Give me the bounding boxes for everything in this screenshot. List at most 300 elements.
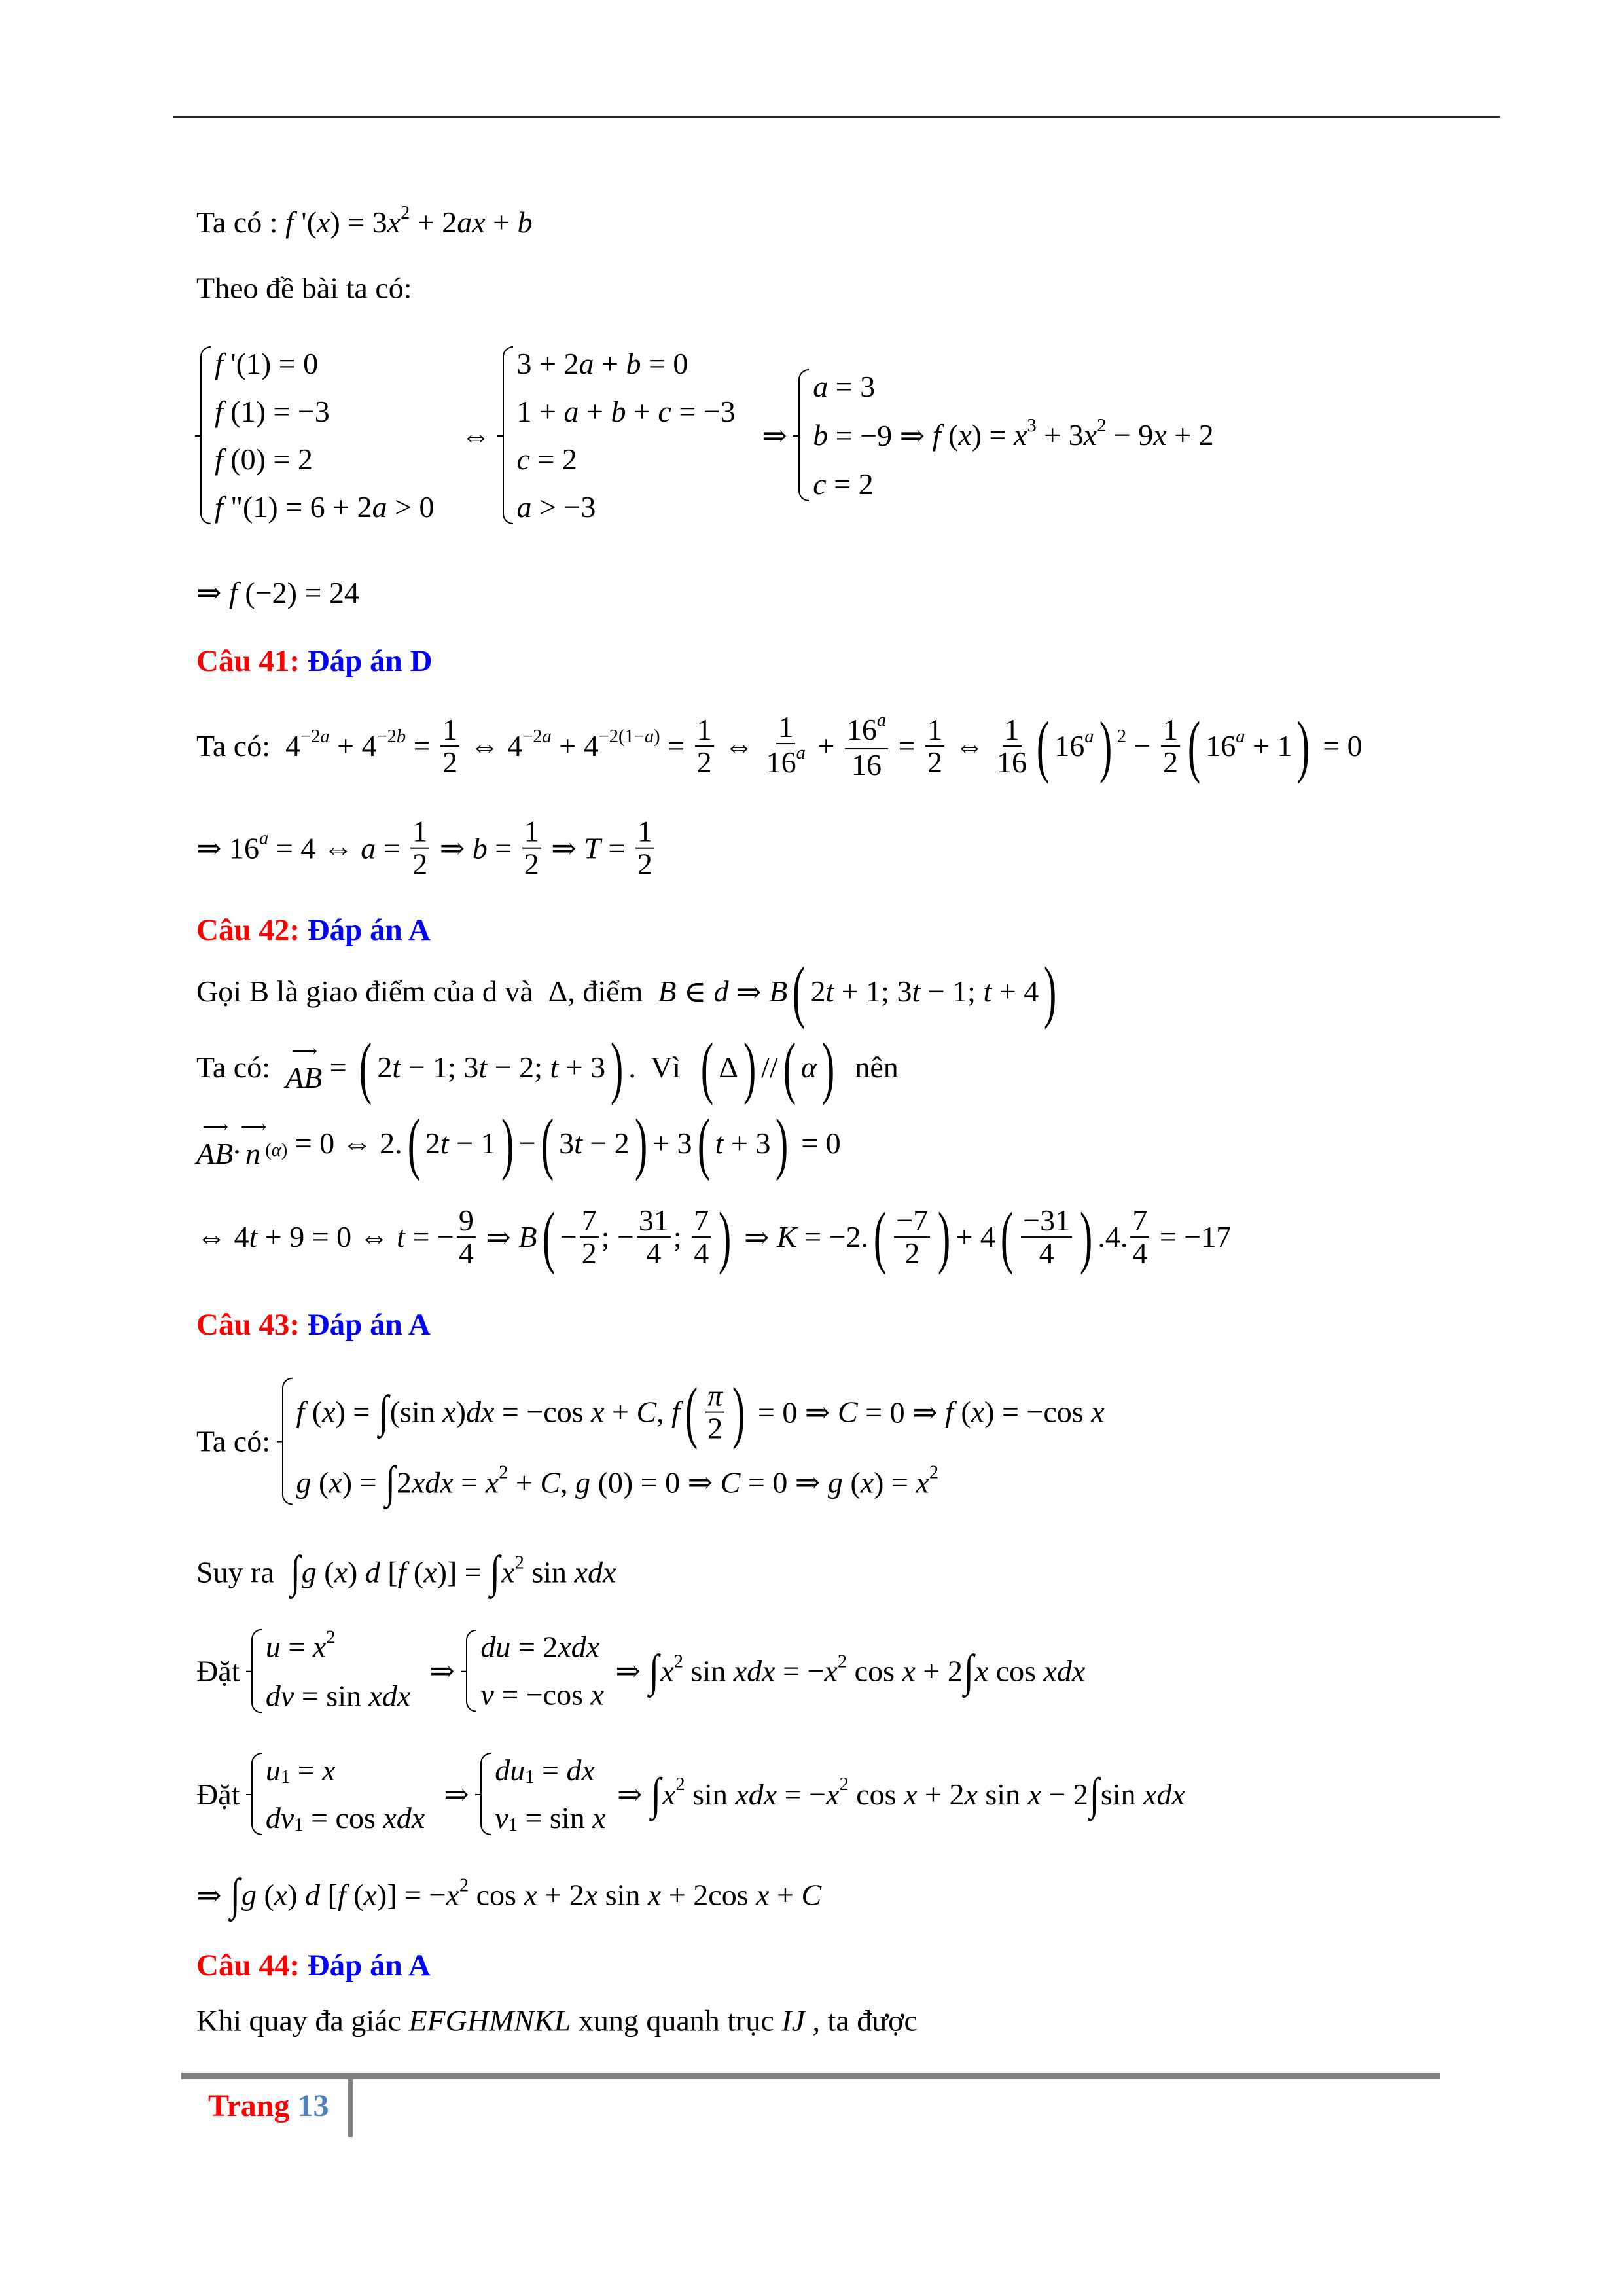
denominator (925, 747, 944, 778)
right-paren: ) (1080, 1198, 1093, 1276)
numerator (692, 1205, 711, 1238)
q44-line-1 (196, 2003, 918, 2038)
vector (285, 1042, 322, 1093)
math-text: ⇒ (432, 832, 473, 865)
math-text: , (560, 1465, 576, 1499)
math-text: 2 (412, 848, 428, 881)
vector-arrow-icon: ⟶ (291, 1041, 316, 1062)
right-paren: ) (1044, 953, 1057, 1030)
math-text: 1 (294, 1814, 304, 1835)
math-text: 2 (839, 1774, 849, 1795)
math-variable: f (397, 1555, 406, 1589)
math-variable: α (271, 1140, 281, 1161)
math-variable: g (827, 1465, 843, 1499)
math-text: ) = (971, 418, 1014, 452)
right-paren: ) (938, 1198, 951, 1276)
math-text: 1 (412, 814, 428, 848)
question-number: Câu 41: (196, 644, 300, 678)
math-text: 1 (525, 1767, 535, 1787)
math-text: ) (281, 1140, 288, 1161)
math-text: )] = − (376, 1878, 446, 1912)
math-variable: x (916, 1465, 929, 1499)
system-row (517, 442, 736, 476)
math-variable: u (265, 1753, 281, 1787)
math-variable: f (285, 206, 294, 240)
math-variable: f (215, 395, 223, 428)
math-variable: x (660, 1654, 674, 1688)
math-variable: x (1083, 418, 1097, 452)
math-variable: t (478, 1050, 488, 1085)
math-text: > 0 (387, 490, 435, 524)
math-variable: xdx (1043, 1654, 1086, 1688)
math-text: ⇒ (196, 576, 230, 609)
math-variable: B (658, 975, 677, 1009)
math-text: ) (654, 726, 660, 747)
math-variable: x (591, 1395, 605, 1429)
math-text: cos (469, 1878, 524, 1912)
math-variable: C (720, 1465, 741, 1499)
math-text: ⇒ (609, 1778, 651, 1811)
math-text: = (322, 1050, 355, 1085)
math-text: − 1; 3 (401, 1050, 479, 1085)
math-text: ( (256, 1878, 274, 1912)
right-paren: ) (776, 1105, 789, 1182)
math-text: 2 (927, 745, 943, 779)
fraction (440, 714, 459, 779)
math-text: 16 (1054, 729, 1085, 763)
q43-substitution-1 (196, 1629, 1085, 1713)
math-text: 2 (1116, 726, 1127, 747)
right-paren: ) (501, 1105, 514, 1182)
math-text: Ta có: (196, 1050, 286, 1085)
math-variable: B (769, 975, 788, 1009)
superscript (796, 744, 806, 781)
math-text: = (487, 831, 520, 865)
math-text: + 4 (991, 975, 1039, 1009)
integral-sign-icon: ∫ (963, 1645, 974, 1696)
equation-system (798, 369, 1213, 501)
superscript (1027, 417, 1036, 454)
numerator (705, 1380, 724, 1412)
superscript (929, 1464, 938, 1501)
parenthesized-group (537, 1198, 737, 1276)
math-text: + 3 (723, 1126, 771, 1160)
math-text: xung quanh trục (571, 2003, 782, 2037)
math-text: − 2; (487, 1050, 550, 1085)
math-variable: x (1153, 418, 1167, 452)
math-text: sin (524, 1555, 575, 1589)
math-text: − (1126, 729, 1158, 763)
math-text: Gọi B là giao điểm của d và Δ, điểm (196, 975, 658, 1009)
math-text: −2 (300, 726, 321, 747)
math-variable: du (480, 1630, 511, 1664)
math-text: ⇒ (414, 1654, 463, 1688)
parenthesized-group (1031, 708, 1117, 785)
right-paren: ) (822, 1029, 835, 1106)
math-variable: xdx (735, 1777, 777, 1811)
left-paren: ( (542, 1198, 555, 1276)
math-text: ⇒ (543, 832, 584, 865)
fraction (692, 1205, 711, 1270)
intro-line (196, 271, 412, 306)
math-variable: u (265, 1630, 281, 1664)
left-paren: ( (697, 1105, 710, 1182)
numerator (776, 711, 795, 744)
parenthesized-group (354, 1029, 628, 1106)
equation-system (251, 1629, 410, 1713)
math-text: = 0 ⇒ (750, 1395, 838, 1429)
math-variable: c (516, 442, 530, 476)
numerator (1021, 1205, 1072, 1238)
fraction (1161, 714, 1180, 779)
equation-system (480, 1753, 605, 1835)
math-text: + 1; 3 (834, 975, 912, 1009)
left-paren: ( (873, 1198, 887, 1276)
page-number-value: 13 (297, 2089, 329, 2123)
derivative-line (196, 204, 533, 241)
math-variable: v (495, 1801, 508, 1835)
question-number: Câu 44: (196, 1948, 300, 1982)
math-variable: dx (566, 1753, 595, 1787)
math-variable: f (671, 1395, 680, 1429)
left-paren: ( (359, 1029, 372, 1106)
math-text: 1 (280, 1767, 291, 1787)
parenthesized-group (868, 1198, 955, 1276)
math-variable: xdx (733, 1654, 776, 1688)
numerator (1161, 714, 1180, 747)
q43-substitution-2 (196, 1753, 1185, 1835)
system-row (480, 1630, 604, 1664)
denominator (457, 1238, 476, 1269)
math-text: = sin (517, 1801, 593, 1835)
math-variable: d (365, 1555, 380, 1589)
math-variable: x (316, 206, 330, 240)
math-text: 16 (851, 747, 882, 781)
math-text: 2 (396, 1465, 412, 1499)
math-text: ( (265, 1140, 272, 1161)
math-variable: a (1084, 726, 1094, 747)
math-text: = 3 (828, 370, 876, 404)
math-text: )] = (437, 1555, 490, 1589)
fraction (1021, 1205, 1072, 1270)
math-text: sin (1100, 1777, 1144, 1811)
page-label: Trang (208, 2089, 298, 2123)
math-text: 2 (326, 1627, 336, 1648)
superscript (838, 1653, 847, 1689)
result-line (196, 575, 359, 610)
math-text: sin (977, 1777, 1028, 1811)
math-text: = −2. (796, 1220, 869, 1254)
math-text: Suy ra (196, 1555, 289, 1589)
fraction (705, 1380, 724, 1444)
math-text: − 1 (448, 1126, 496, 1160)
superscript (675, 1776, 685, 1812)
math-text: cos (988, 1654, 1044, 1688)
math-variable: α (800, 1050, 817, 1085)
left-brace (200, 346, 211, 524)
math-text: ) (347, 1555, 365, 1589)
math-text: 2 (904, 1236, 920, 1270)
left-paren: ( (685, 1373, 698, 1450)
numerator (925, 714, 944, 747)
math-variable: a (579, 347, 594, 380)
superscript (522, 728, 552, 764)
math-text: Khi quay đa giác (196, 2003, 409, 2037)
system-rows (480, 1630, 604, 1712)
math-variable: f (215, 490, 223, 524)
math-variable: c (658, 395, 671, 428)
math-text: . Vì (628, 1050, 696, 1085)
math-text: − 2 (1041, 1777, 1088, 1811)
math-variable: C (636, 1395, 657, 1429)
math-variable: x (662, 1777, 676, 1811)
math-text: [ (320, 1878, 338, 1912)
math-variable: x (363, 1878, 377, 1912)
math-text: ⇔ 4 (196, 1220, 249, 1254)
math-text: 16 (766, 745, 796, 779)
subscript (525, 1753, 534, 1787)
math-text: = 0 ⇒ (857, 1395, 946, 1429)
integral-sign-icon: ∫ (290, 1547, 300, 1597)
math-variable: b (611, 395, 626, 428)
right-paren: ) (611, 1029, 624, 1106)
math-text: = −3 (671, 395, 736, 428)
math-text: (1) = −3 (223, 395, 330, 428)
math-text: = (290, 1753, 323, 1787)
math-variable: K (776, 1220, 797, 1254)
math-text: 1 (524, 814, 539, 848)
math-text: 16 (997, 745, 1027, 779)
numerator (580, 1205, 599, 1238)
math-text: = (534, 1753, 567, 1787)
math-text: + 1 (1245, 729, 1293, 763)
parenthesized-group (680, 1373, 751, 1450)
footer-bar (181, 2073, 1440, 2079)
math-text: 3 (559, 1126, 575, 1160)
math-variable: dv (265, 1801, 294, 1835)
math-variable: b (472, 831, 488, 865)
denominator (995, 747, 1029, 778)
math-variable: x (501, 1555, 515, 1589)
math-variable: f (215, 347, 223, 380)
math-text: ( (346, 1878, 364, 1912)
superscript (877, 711, 886, 748)
right-paren: ) (743, 1029, 757, 1106)
left-paren: ( (407, 1105, 420, 1182)
math-variable: x (1091, 1395, 1105, 1429)
right-paren: ) (634, 1105, 648, 1182)
equation-system (466, 1630, 604, 1712)
numerator (410, 816, 429, 849)
subscript (508, 1801, 518, 1835)
math-variable: xdx (411, 1465, 454, 1499)
vector-arrow-icon: ⟶ (240, 1117, 266, 1138)
math-variable: x (322, 1753, 336, 1787)
math-text: = (376, 831, 408, 865)
fraction (457, 1205, 476, 1270)
math-variable: t (715, 1126, 724, 1160)
superscript (674, 1653, 683, 1689)
vector-name: AB (285, 1060, 323, 1094)
paren-content (559, 1126, 630, 1160)
math-variable: d (305, 1878, 321, 1912)
math-variable: f (932, 418, 941, 452)
q43-system (196, 1373, 1109, 1507)
denominator (695, 747, 714, 778)
subscript (281, 1753, 290, 1787)
math-text: + (769, 1878, 802, 1912)
system-row (495, 1753, 605, 1787)
left-brace (480, 1753, 491, 1835)
math-variable: t (912, 975, 921, 1009)
math-variable: x (322, 1395, 336, 1429)
system-row (813, 417, 1213, 454)
answer-label: Đáp án A (299, 1308, 431, 1342)
math-text: = (660, 729, 692, 763)
math-text: 2 (514, 1552, 524, 1573)
math-text: Ta có : (196, 206, 286, 240)
vector (196, 1118, 233, 1169)
math-text: = − (777, 1777, 827, 1811)
math-text: = (600, 831, 633, 865)
system-rows (296, 1373, 1105, 1507)
math-text: ⇒ (478, 1220, 519, 1254)
system-row (517, 490, 736, 524)
math-variable: t (397, 1220, 405, 1254)
q42-line-4 (196, 1198, 1232, 1276)
math-variable: xdx (1143, 1777, 1185, 1811)
integral-sign-icon: ∫ (378, 1386, 389, 1437)
equation-system (200, 346, 435, 524)
math-text: + 2cos (661, 1878, 757, 1912)
math-text: + 4 (551, 729, 599, 763)
fraction (410, 816, 429, 881)
math-text: 2 (837, 1651, 847, 1672)
paren-content (560, 1205, 713, 1270)
math-text: ∈ (676, 975, 714, 1009)
math-text: − 1; (920, 975, 984, 1009)
math-text: = (280, 1630, 313, 1664)
math-variable: x (334, 1555, 348, 1589)
math-text: + 2 (537, 1878, 584, 1912)
parenthesized-group (692, 1105, 794, 1182)
system-row (215, 394, 435, 429)
math-text: −7 (896, 1203, 929, 1237)
integral-sign-icon: ∫ (230, 1869, 241, 1920)
left-brace (466, 1630, 476, 1712)
equation-system (282, 1373, 1105, 1507)
math-text: nên (840, 1050, 899, 1085)
right-paren: ) (1099, 708, 1112, 785)
math-text: −2 (522, 726, 543, 747)
numerator (522, 816, 541, 849)
math-text: + (604, 1395, 637, 1429)
equation-system (503, 346, 736, 524)
math-variable: a (372, 490, 387, 524)
math-text: = −9 ⇒ (828, 418, 933, 452)
superscript (1084, 728, 1094, 764)
superscript (515, 1554, 524, 1590)
subscript (294, 1801, 303, 1835)
math-text: 2 (637, 848, 652, 881)
math-text: = 0 ⇒ (740, 1465, 828, 1499)
math-text: Đặt (196, 1654, 247, 1688)
math-text: Ta có: (196, 1424, 278, 1458)
math-text: .4. (1097, 1220, 1128, 1254)
math-text: 2 (707, 1411, 723, 1445)
answer-label: Đáp án D (299, 644, 433, 678)
math-text: 2 (929, 1463, 939, 1484)
q42-line-2 (196, 1029, 899, 1106)
denominator (1161, 747, 1180, 778)
denominator (692, 1238, 711, 1269)
math-text: + (594, 347, 626, 380)
math-text: + 9 = 0 ⇔ (257, 1220, 397, 1254)
math-text: 9 (458, 1203, 474, 1237)
superscript (1097, 417, 1106, 454)
paren-content (377, 1050, 605, 1085)
math-variable: IJ (781, 2003, 806, 2037)
left-paren: ( (1036, 708, 1050, 785)
math-text: 1 (1163, 712, 1178, 746)
math-text: 2 (401, 203, 410, 224)
math-variable: d (713, 975, 729, 1009)
math-variable: x (824, 1654, 838, 1688)
math-text: ) (287, 1878, 306, 1912)
math-variable: a (361, 831, 376, 865)
math-variable: a (563, 395, 579, 428)
denominator (849, 749, 883, 781)
math-variable: c (813, 467, 827, 501)
fraction (635, 816, 654, 881)
math-variable: x (1027, 1777, 1041, 1811)
integral-sign-icon: ∫ (385, 1457, 396, 1507)
math-text: ) = (874, 1465, 916, 1499)
math-variable: x (312, 1630, 327, 1664)
system-row (296, 1373, 1105, 1450)
fraction (995, 714, 1029, 779)
math-text: (−2) = 24 (237, 575, 359, 609)
math-variable: b (517, 206, 533, 240)
math-variable: x (958, 418, 972, 452)
math-variable: x (971, 1395, 985, 1429)
left-paren: ( (701, 1029, 714, 1106)
math-text: ⇔ (716, 729, 762, 763)
math-text: ⇒ (429, 1778, 477, 1811)
math-text: Theo đề bài ta có: (196, 271, 412, 305)
math-text: 2 (499, 1463, 508, 1484)
denominator (410, 849, 429, 880)
math-text: ) = 3 (330, 206, 387, 240)
math-text: ( (311, 1465, 329, 1499)
vector-arrow-icon: ⟶ (202, 1117, 227, 1138)
math-text: = 4 ⇔ (268, 831, 361, 865)
math-text: 31 (638, 1203, 669, 1237)
math-variable: g (241, 1878, 257, 1912)
math-text: 4 (458, 1236, 474, 1270)
denominator (522, 849, 541, 880)
paren-content (719, 1050, 738, 1085)
math-variable: a (876, 710, 887, 731)
superscript (401, 204, 410, 241)
math-text: "(1) = 6 + 2 (223, 490, 372, 524)
math-text: = 0 (641, 347, 688, 380)
fraction (580, 1205, 599, 1270)
math-variable: x (1014, 418, 1027, 452)
integral-sign-icon: ∫ (490, 1547, 501, 1597)
numerator (845, 711, 888, 749)
math-variable: x (756, 1878, 770, 1912)
